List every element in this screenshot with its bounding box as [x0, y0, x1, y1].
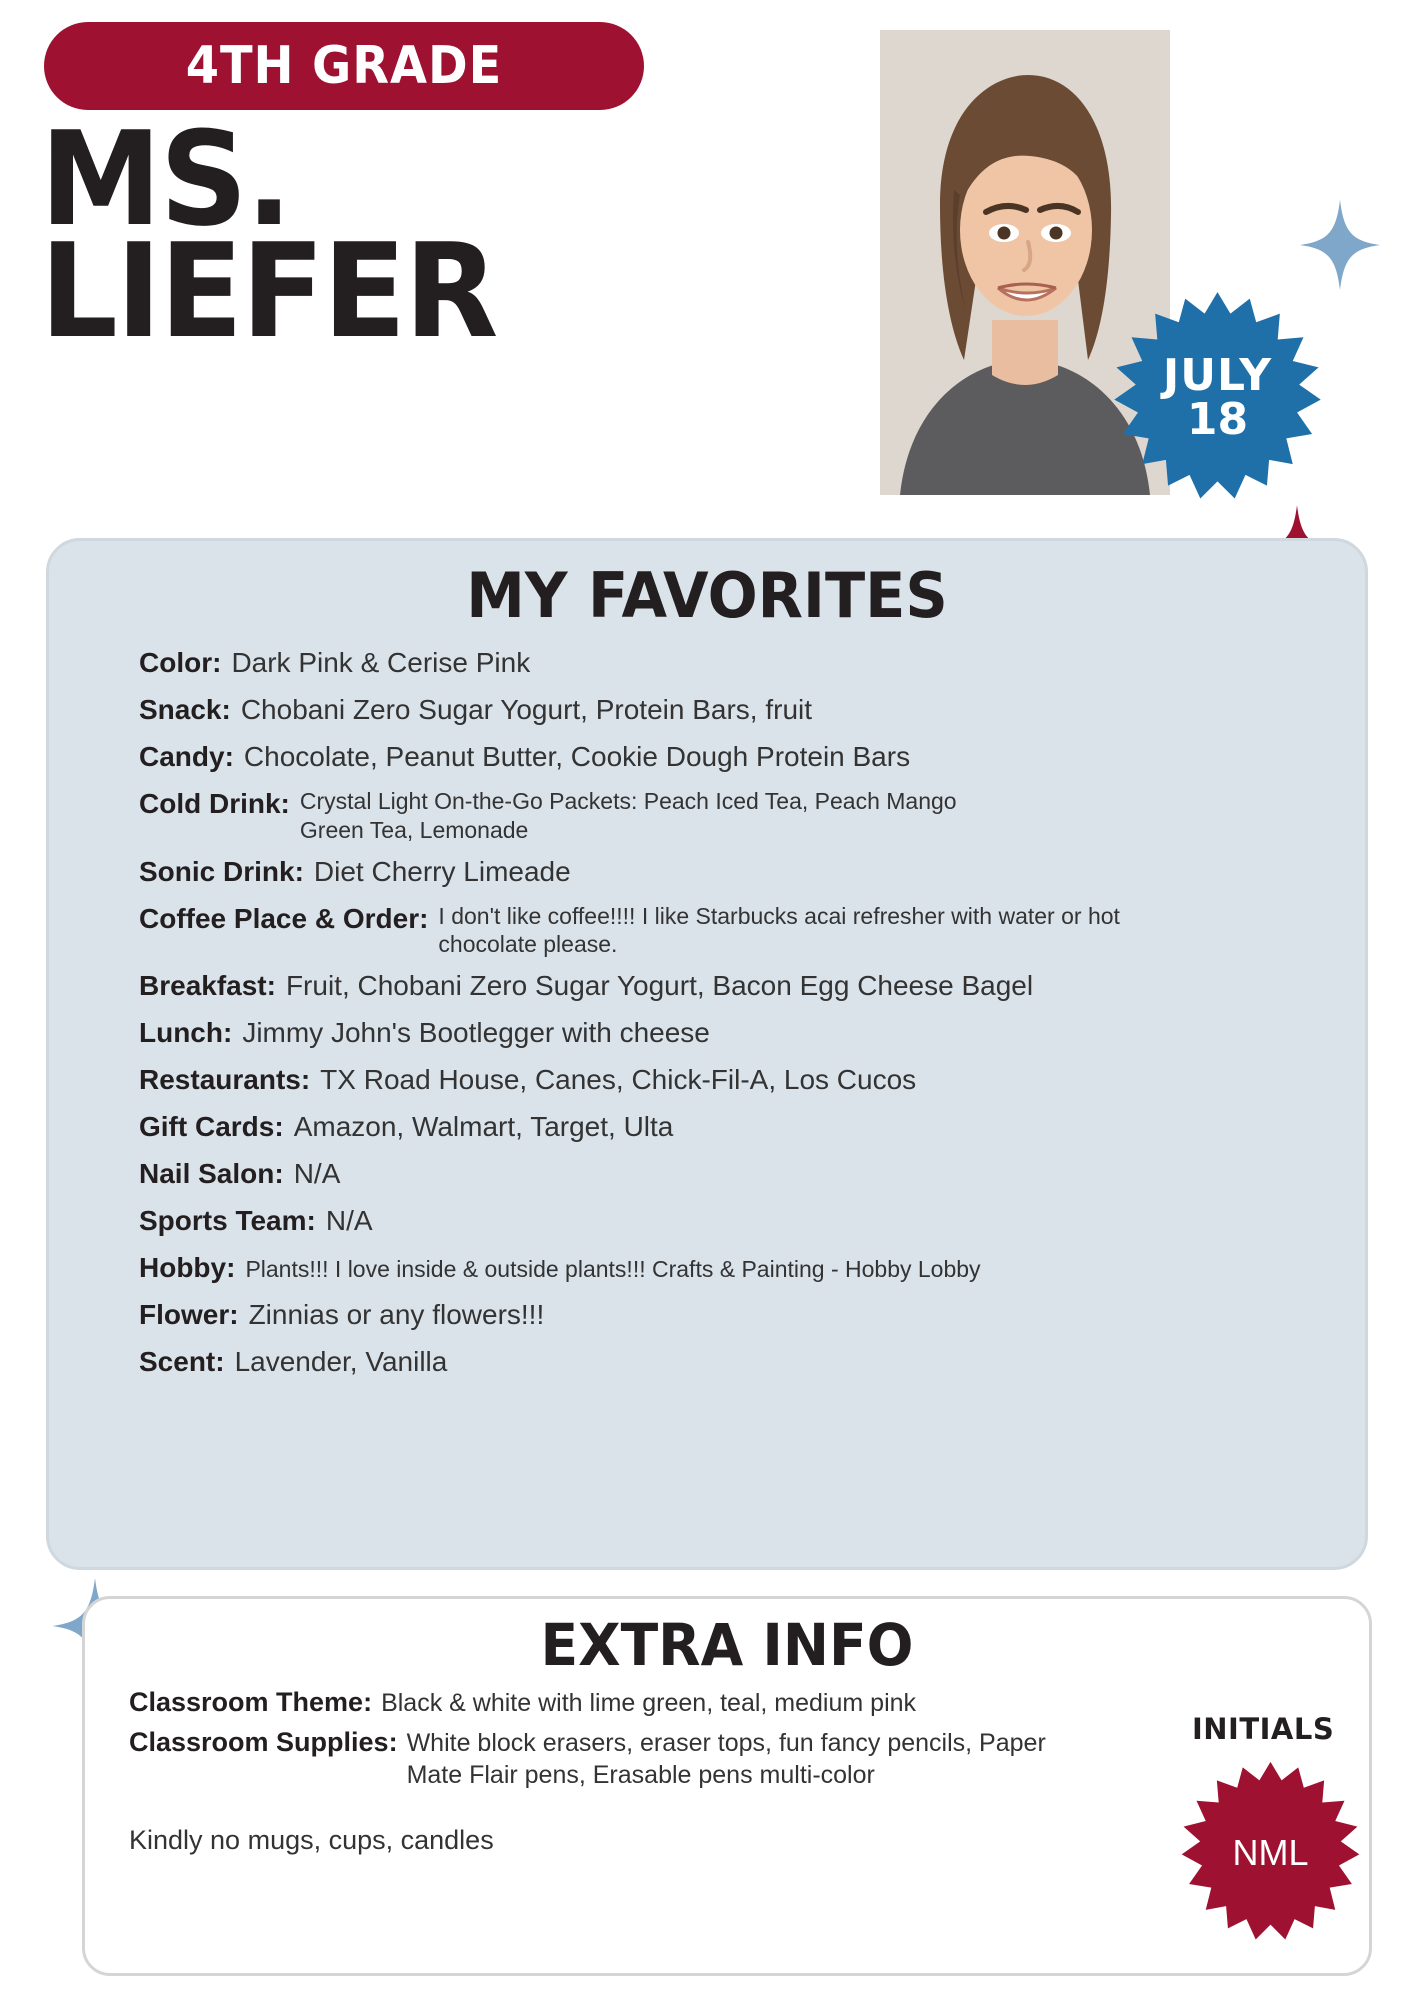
list-item [49, 1204, 1365, 1237]
favorite-value: TX Road House, Canes, Chick-Fil-A, Los Cucos [320, 1064, 917, 1096]
list-item [49, 969, 1365, 1002]
list-item [49, 740, 1365, 773]
grade-label: 4TH GRADE [185, 36, 503, 96]
list-item [49, 1016, 1365, 1049]
sparkle-blue-icon [1300, 200, 1380, 295]
birthday-month: JULY [1162, 349, 1273, 401]
list-item [49, 1157, 1365, 1190]
classroom-supplies-value: White block erasers, eraser tops, fun fancy pencils, Paper Mate Flair pens, Erasable pens multi-color [406, 1729, 1046, 1789]
favorite-label: Sports Team: [139, 1205, 316, 1237]
favorite-label: Lunch: [139, 1017, 233, 1049]
teacher-name-line2: LIEFER [40, 214, 497, 367]
list-item [49, 902, 1365, 960]
favorite-value: Amazon, Walmart, Target, Ulta [293, 1111, 674, 1143]
classroom-theme-row [125, 1687, 1329, 1719]
favorite-value: Dark Pink & Cerise Pink [231, 647, 531, 678]
favorites-title: MY FAVORITES [466, 559, 948, 632]
favorite-label: Color: [139, 647, 222, 678]
grade-badge [44, 22, 644, 110]
favorite-value: Chocolate, Peanut Butter, Cookie Dough Protein Bars [243, 741, 911, 773]
favorite-value: Zinnias or any flowers!!! [248, 1299, 545, 1331]
list-item [49, 1251, 1365, 1284]
favorite-label: Hobby: [139, 1252, 236, 1284]
list-item [49, 1298, 1365, 1331]
favorite-label: Nail Salon: [139, 1158, 284, 1190]
favorite-value: Jimmy John's Bootlegger with cheese [242, 1017, 710, 1049]
list-item [49, 693, 1365, 726]
favorite-value: Lavender, Vanilla [234, 1346, 448, 1378]
favorites-list [49, 632, 1365, 1378]
favorite-label: Breakfast: [139, 970, 276, 1002]
classroom-supplies-label: Classroom Supplies: [129, 1727, 398, 1758]
favorite-label: Snack: [139, 694, 231, 726]
list-item [49, 1110, 1365, 1143]
extra-info-title: EXTRA INFO [540, 1611, 914, 1679]
favorite-label: Restaurants: [139, 1064, 311, 1096]
favorite-value: Crystal Light On-the-Go Packets: Peach Iced Tea, Peach Mango Green Tea, Lemonade [299, 788, 957, 843]
birthday-badge [1110, 290, 1325, 505]
initials-badge [1178, 1760, 1363, 1945]
favorite-value: N/A [325, 1205, 373, 1237]
favorite-value: I don't like coffee!!!! I like Starbucks acai refresher with water or hot chocolate please. [438, 902, 1120, 958]
favorite-value: Fruit, Chobani Zero Sugar Yogurt, Bacon Egg Cheese Bagel [285, 970, 1034, 1002]
initials-label: INITIALS [1192, 1712, 1335, 1746]
list-item [49, 855, 1365, 888]
favorite-label: Flower: [139, 1299, 239, 1331]
favorite-value: Plants!!! I love inside & outside plants!!! Crafts & Painting - Hobby Lobby [245, 1256, 981, 1283]
teacher-name-line1: MS. [40, 103, 291, 255]
favorite-label: Sonic Drink: [139, 855, 304, 887]
initials-value: NML [1232, 1831, 1309, 1873]
page-title [40, 103, 736, 367]
extra-note: Kindly no mugs, cups, candles [129, 1824, 494, 1855]
birthday-day: 18 [1186, 393, 1249, 445]
classroom-supplies-row [125, 1727, 1329, 1791]
favorite-label: Scent: [139, 1346, 225, 1378]
list-item [49, 646, 1365, 679]
favorite-label: Gift Cards: [139, 1111, 284, 1143]
list-item [49, 787, 1365, 845]
favorite-label: Coffee Place & Order: [139, 902, 429, 934]
list-item [49, 1063, 1365, 1096]
favorite-value: N/A [293, 1158, 341, 1190]
favorites-card [46, 538, 1368, 1570]
favorite-value: Chobani Zero Sugar Yogurt, Protein Bars, fruit [240, 694, 813, 726]
classroom-theme-value: Black & white with lime green, teal, medium pink [381, 1689, 917, 1717]
list-item [49, 1345, 1365, 1378]
favorite-label: Cold Drink: [139, 788, 290, 820]
classroom-theme-label: Classroom Theme: [129, 1687, 373, 1717]
favorite-label: Candy: [139, 741, 234, 773]
favorite-value: Diet Cherry Limeade [313, 855, 571, 887]
